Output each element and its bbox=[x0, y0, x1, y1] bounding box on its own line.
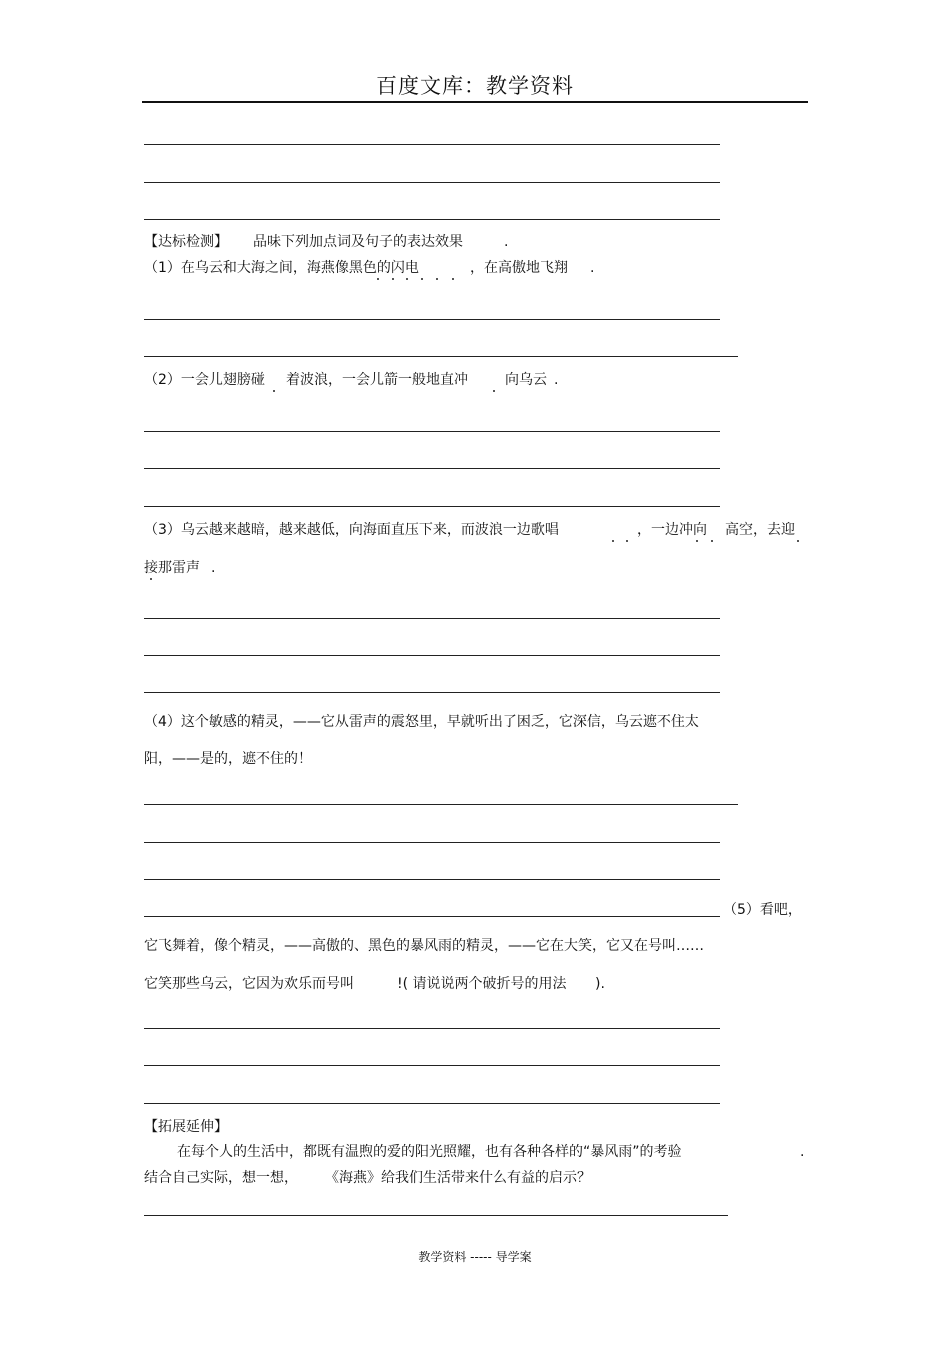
emphasis-dot bbox=[493, 390, 495, 392]
answer-line bbox=[144, 916, 720, 917]
emphasis-dot bbox=[711, 540, 713, 542]
answer-line bbox=[144, 1215, 728, 1216]
instruction-period: . bbox=[504, 234, 509, 250]
question-3-line-1-end: 高空，去迎 bbox=[725, 522, 795, 538]
answer-line bbox=[144, 144, 720, 145]
question-4-line-1: （4）这个敏感的精灵，——它从雷声的震怒里，早就听出了困乏，它深信，乌云遮不住太 bbox=[144, 714, 699, 730]
answer-line bbox=[144, 1103, 720, 1104]
answer-line bbox=[144, 804, 738, 805]
answer-line bbox=[144, 219, 720, 220]
emphasis-dot bbox=[626, 540, 628, 542]
answer-line bbox=[144, 506, 720, 507]
answer-line bbox=[144, 692, 720, 693]
question-2: （2）一会儿翅膀碰 bbox=[144, 372, 265, 388]
question-5-line-3-end: ). bbox=[595, 976, 605, 992]
emphasis-dot bbox=[436, 278, 438, 280]
emphasis-dot bbox=[150, 578, 152, 580]
question-2-tail: 向乌云 bbox=[505, 372, 547, 388]
question-3-line-2: 接那雷声 bbox=[144, 560, 200, 576]
answer-line bbox=[144, 182, 720, 183]
page-header-title: 百度文库：教学资料 bbox=[376, 74, 574, 98]
question-4-line-2: 阳，——是的，遮不住的！ bbox=[144, 751, 312, 767]
answer-line bbox=[144, 468, 720, 469]
question-3-line-1-tail: ，一边冲向 bbox=[637, 522, 707, 538]
question-5-line-2: 它飞舞着，像个精灵，——高傲的、黑色的暴风雨的精灵，——它在大笑，它又在号叫…… bbox=[144, 938, 704, 954]
page-footer: 教学资料 ----- 导学案 bbox=[418, 1250, 532, 1264]
answer-line bbox=[144, 1065, 720, 1066]
question-2-mid: 着波浪，一会儿箭一般地直冲 bbox=[286, 372, 468, 388]
extend-line-1-end: . bbox=[800, 1144, 805, 1160]
question-1-end: . bbox=[590, 260, 595, 276]
answer-line bbox=[144, 842, 720, 843]
emphasis-dot bbox=[421, 278, 423, 280]
emphasis-dot bbox=[452, 278, 454, 280]
question-1: （1）在乌云和大海之间，海燕像黑色的闪电 bbox=[144, 260, 419, 276]
question-5-line-3-tail: !( 请说说两个破折号的用法 bbox=[397, 976, 567, 992]
answer-line bbox=[144, 618, 720, 619]
emphasis-dot bbox=[696, 540, 698, 542]
question-5-line-3: 它笑那些乌云，它因为欢乐而号叫 bbox=[144, 976, 354, 992]
question-1-tail: ，在高傲地飞翔 bbox=[470, 260, 568, 276]
emphasis-dot bbox=[392, 278, 394, 280]
answer-line bbox=[144, 431, 720, 432]
section-instruction: 品味下列加点词及句子的表达效果 bbox=[253, 234, 463, 250]
emphasis-dot bbox=[377, 278, 379, 280]
question-5-lead: （5）看吧， bbox=[723, 902, 802, 918]
section-heading-check: 【达标检测】 bbox=[144, 234, 228, 250]
question-2-end: . bbox=[554, 372, 559, 388]
header-divider bbox=[142, 101, 808, 103]
extend-line-2: 结合自己实际，想一想， bbox=[144, 1170, 298, 1186]
extend-line-1: 在每个人的生活中，都既有温煦的爱的阳光照耀，也有各种各样的“暴风雨”的考验 bbox=[177, 1144, 682, 1160]
section-heading-extend: 【拓展延伸】 bbox=[144, 1119, 228, 1135]
answer-line bbox=[144, 356, 738, 357]
answer-line bbox=[144, 1028, 720, 1029]
extend-line-2-tail: 《海燕》给我们生活带来什么有益的启示？ bbox=[325, 1170, 591, 1186]
emphasis-dot bbox=[612, 540, 614, 542]
emphasis-dot bbox=[273, 390, 275, 392]
question-3-line-1: （3）乌云越来越暗，越来越低，向海面直压下来，而波浪一边歌唱 bbox=[144, 522, 559, 538]
answer-line bbox=[144, 879, 720, 880]
question-3-line-2-end: . bbox=[211, 560, 216, 576]
emphasis-dot bbox=[797, 540, 799, 542]
emphasis-dot bbox=[406, 278, 408, 280]
answer-line bbox=[144, 655, 720, 656]
answer-line bbox=[144, 319, 720, 320]
